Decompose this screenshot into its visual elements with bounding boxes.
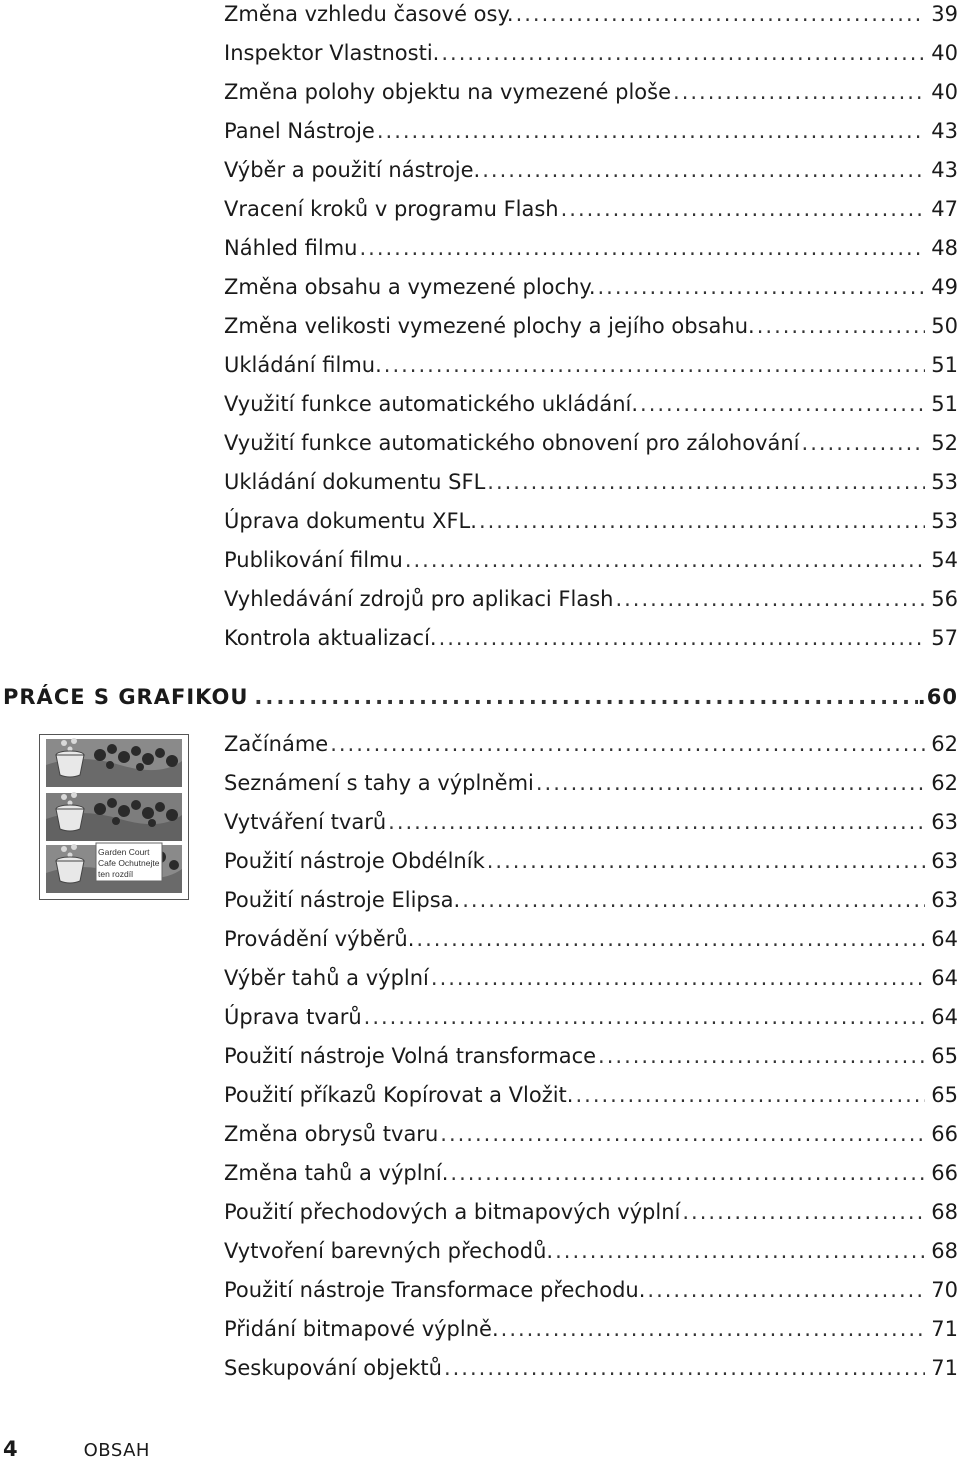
toc-entry-page: 47 — [931, 197, 958, 221]
toc-entry — [224, 586, 958, 612]
toc-entry-page: 65 — [931, 1044, 958, 1068]
toc-entry-page: 40 — [931, 41, 958, 65]
toc-entry-title: Úprava tvarů — [224, 1005, 362, 1029]
page-footer — [3, 1437, 150, 1461]
toc-leader-dots — [487, 469, 925, 495]
toc-entry-page: 66 — [931, 1122, 958, 1146]
toc-entry-page: 66 — [931, 1161, 958, 1185]
toc-leader-dots — [479, 508, 925, 534]
toc-entry-page: 51 — [931, 392, 958, 416]
toc-entry-page: 68 — [931, 1200, 958, 1224]
toc-entry-title: Změna obsahu a vymezené plochy. — [224, 275, 596, 299]
toc-entry — [224, 313, 958, 339]
toc-entry — [224, 1004, 958, 1030]
toc-entry-title: Využití funkce automatického ukládání. — [224, 392, 639, 416]
thumbnail-line-3: ten rozdíl — [98, 869, 133, 879]
toc-entry-title: Změna polohy objektu na vymezené ploše — [224, 80, 672, 104]
toc-entry-page: 52 — [931, 431, 958, 455]
toc-entry — [224, 547, 958, 573]
toc-entry-page: 39 — [931, 2, 958, 26]
toc-entry-page: .60 — [917, 685, 958, 709]
toc-entry — [224, 196, 958, 222]
toc-entry-title: PRÁCE S GRAFIKOU — [3, 685, 249, 709]
toc-leader-dots — [384, 352, 926, 378]
toc-entry — [224, 469, 958, 495]
toc-entry-title: Vytváření tvarů — [224, 810, 387, 834]
toc-entry — [224, 157, 958, 183]
toc-entry — [224, 352, 958, 378]
toc-entry — [224, 274, 958, 300]
toc-entry-title: Použití nástroje Volná transformace — [224, 1044, 597, 1068]
toc-leader-dots — [330, 731, 925, 757]
toc-leader-dots — [359, 235, 925, 261]
toc-entry — [224, 1199, 958, 1225]
thumbnail-line-2: Cafe Ochutnejte — [98, 858, 160, 868]
toc-entry-title: Inspektor Vlastnosti. — [224, 41, 440, 65]
toc-entry-title: Provádění výběrů. — [224, 927, 415, 951]
toc-entry — [224, 965, 958, 991]
toc-entry-title: Seznámení s tahy a výplněmi — [224, 771, 534, 795]
toc-entry-page: 65 — [931, 1083, 958, 1107]
toc-entry-title: Použití nástroje Transformace přechodu. — [224, 1278, 646, 1302]
toc-entry-page: 53 — [931, 470, 958, 494]
toc-entry-title: Náhled filmu — [224, 236, 358, 260]
toc-entry-page: 49 — [931, 275, 958, 299]
toc-leader-dots — [254, 684, 917, 710]
toc-entry-page: 64 — [931, 1005, 958, 1029]
toc-leader-dots — [405, 547, 925, 573]
toc-entry-page: 63 — [931, 849, 958, 873]
toc-entry-title: Výběr a použití nástroje. — [224, 158, 481, 182]
toc-leader-dots — [431, 965, 925, 991]
toc-leader-dots — [615, 586, 925, 612]
toc-entry-page: 62 — [931, 732, 958, 756]
toc-leader-dots — [598, 1043, 925, 1069]
toc-entry-title: Změna velikosti vymezené plochy a jejího obsahu. — [224, 314, 755, 338]
toc-entry — [224, 430, 958, 456]
toc-entry — [224, 1043, 958, 1069]
toc-entry-title: Panel Nástroje — [224, 119, 375, 143]
toc-entry-title: Kontrola aktualizací. — [224, 626, 437, 650]
toc-entry-title: Výběr tahů a výplní — [224, 966, 429, 990]
toc-entry-page: 63 — [931, 888, 958, 912]
toc-leader-dots — [757, 313, 926, 339]
thumbnail-sign-text — [98, 847, 159, 880]
toc-entry — [224, 1316, 958, 1342]
toc-leader-dots — [516, 1, 926, 27]
toc-leader-dots — [536, 770, 925, 796]
toc-entry-title: Změna tahů a výplní. — [224, 1161, 449, 1185]
toc-entry-page: 51 — [931, 353, 958, 377]
footer-title: OBSAH — [83, 1440, 150, 1461]
toc-leader-dots — [487, 848, 926, 874]
toc-leader-dots — [364, 1004, 926, 1030]
toc-entry — [224, 508, 958, 534]
toc-entry-page: 50 — [931, 314, 958, 338]
toc-entry — [224, 1160, 958, 1186]
toc-leader-dots — [482, 157, 925, 183]
toc-entry-page: 68 — [931, 1239, 958, 1263]
toc-entry-page: 43 — [931, 158, 958, 182]
toc-leader-dots — [673, 79, 925, 105]
toc-entry-page: 43 — [931, 119, 958, 143]
toc-entry — [224, 79, 958, 105]
toc-entry-title: Úprava dokumentu XFL. — [224, 509, 477, 533]
toc-leader-dots — [647, 1277, 925, 1303]
lesson-thumbnail-image — [39, 734, 189, 900]
toc-entry-page: 70 — [931, 1278, 958, 1302]
toc-entry-title: Vyhledávání zdrojů pro aplikaci Flash — [224, 587, 614, 611]
toc-entry-title: Použití nástroje Obdélník — [224, 849, 485, 873]
toc-entry — [224, 40, 958, 66]
toc-entry-page: 64 — [931, 927, 958, 951]
toc-entry — [224, 731, 958, 757]
toc-entry-page: 71 — [931, 1317, 958, 1341]
toc-leader-dots — [450, 1160, 925, 1186]
toc-entry — [224, 391, 958, 417]
toc-leader-dots — [444, 1355, 925, 1381]
toc-entry — [224, 625, 958, 651]
toc-entry-title: Vytvoření barevných přechodů. — [224, 1239, 554, 1263]
toc-leader-dots — [561, 196, 926, 222]
thumbnail-line-1: Garden Court — [98, 847, 150, 857]
toc-entry — [224, 1277, 958, 1303]
toc-entry-page: 48 — [931, 236, 958, 260]
toc-leader-dots — [441, 40, 925, 66]
toc-entry-title: Ukládání dokumentu SFL — [224, 470, 486, 494]
toc-entry — [224, 235, 958, 261]
toc-leader-dots — [598, 274, 926, 300]
toc-entry — [224, 1121, 958, 1147]
toc-entry-page: 71 — [931, 1356, 958, 1380]
toc-entry — [224, 926, 958, 952]
toc-entry — [224, 848, 958, 874]
toc-leader-dots — [682, 1199, 925, 1225]
toc-leader-dots — [440, 1121, 925, 1147]
toc-entry-title: Využití funkce automatického obnovení pro zálohování — [224, 431, 800, 455]
toc-leader-dots — [377, 118, 925, 144]
toc-entry-page: 57 — [931, 626, 958, 650]
toc-entry-title: Použití nástroje Elipsa. — [224, 888, 461, 912]
toc-leader-dots — [555, 1238, 925, 1264]
toc-leader-dots — [388, 809, 925, 835]
page-number: 4 — [3, 1437, 18, 1461]
toc-entry — [224, 887, 958, 913]
toc-entry-page: 53 — [931, 509, 958, 533]
toc-leader-dots — [575, 1082, 925, 1108]
toc-leader-dots — [462, 887, 925, 913]
toc-entry — [224, 809, 958, 835]
toc-leader-dots — [439, 625, 926, 651]
toc-entry-page: 62 — [931, 771, 958, 795]
toc-leader-dots — [501, 1316, 926, 1342]
toc-entry — [224, 118, 958, 144]
toc-entry-page: 64 — [931, 966, 958, 990]
toc-leader-dots — [416, 926, 925, 952]
toc-entry — [224, 1, 958, 27]
toc-entry-page: 56 — [931, 587, 958, 611]
toc-leader-dots — [640, 391, 925, 417]
toc-entry-title: Přidání bitmapové výplně. — [224, 1317, 499, 1341]
toc-entry — [224, 1082, 958, 1108]
toc-entry — [224, 770, 958, 796]
toc-entry-title: Ukládání filmu. — [224, 353, 382, 377]
toc-entry-title: Začínáme — [224, 732, 329, 756]
toc-entry-title: Změna obrysů tvaru — [224, 1122, 439, 1146]
toc-leader-dots — [802, 430, 926, 456]
toc-entry-title: Změna vzhledu časové osy. — [224, 2, 514, 26]
toc-entry-title: Seskupování objektů — [224, 1356, 442, 1380]
toc-entry-page: 54 — [931, 548, 958, 572]
toc-entry-page: 40 — [931, 80, 958, 104]
toc-section-heading — [3, 684, 958, 710]
toc-entry-title: Použití přechodových a bitmapových výplní — [224, 1200, 681, 1224]
toc-entry-title: Použití příkazů Kopírovat a Vložit. — [224, 1083, 574, 1107]
toc-entry — [224, 1238, 958, 1264]
toc-entry-title: Publikování filmu — [224, 548, 403, 572]
toc-entry-title: Vracení kroků v programu Flash — [224, 197, 559, 221]
toc-entry-page: 63 — [931, 810, 958, 834]
toc-entry — [224, 1355, 958, 1381]
